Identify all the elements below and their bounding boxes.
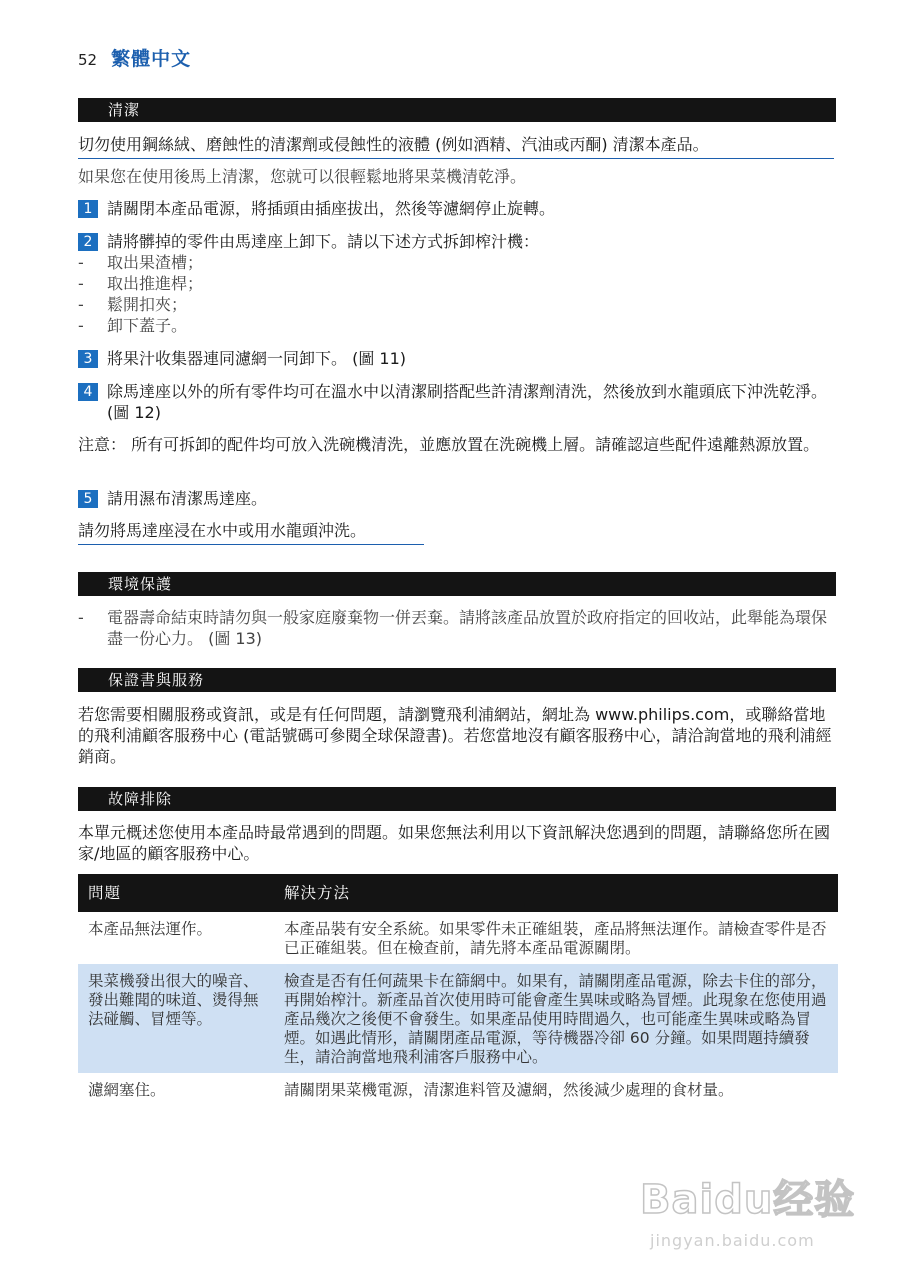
cleaning-intro: 如果您在使用後馬上清潔，您就可以很輕鬆地將果菜機清乾淨。	[78, 167, 527, 186]
column-header-problem: 問題	[78, 874, 274, 912]
solution-cell: 本產品裝有安全系統。如果零件未正確組裝，產品將無法運作。請檢查零件是否已正確組裝。但在檢查前，請先將本產品電源關閉。	[284, 920, 827, 957]
step-text: 除馬達座以外的所有零件均可在溫水中以清潔刷搭配些許清潔劑清洗，然後放到水龍頭底下沖洗乾淨。 (圖 12)	[107, 382, 828, 422]
warranty-text: 若您需要相關服務或資訊，或是有任何問題，請瀏覽飛利浦網站，網址為 www.philips.com，或聯絡當地的飛利浦顧客服務中心 (電話號碼可參閱全球保證書)。若您當地沒有顧客服務中心，請洽詢當地的飛利浦經銷商。	[78, 705, 832, 766]
watermark-brand: Baidu经验	[640, 1177, 856, 1223]
problem-cell: 濾網塞住。	[88, 1081, 166, 1099]
step-number-badge: 5	[78, 490, 98, 508]
step-text: 將果汁收集器連同濾網一同卸下。 (圖 11)	[107, 349, 407, 368]
section-bar-troubleshooting: 故障排除	[78, 787, 836, 811]
cleaning-step-3	[78, 348, 838, 369]
environment-item: - 電器壽命結束時請勿與一般家庭廢棄物一併丟棄。請將該產品放置於政府指定的回收站，此舉能為環保盡一份心力。 (圖 13)	[78, 608, 828, 648]
table-row	[78, 912, 838, 964]
step-number-badge: 4	[78, 383, 98, 401]
cleaning-warning-2: 請勿將馬達座浸在水中或用水龍頭沖洗。	[78, 520, 424, 545]
baidu-watermark	[640, 1168, 860, 1268]
watermark-url: jingyan.baidu.com	[650, 1231, 815, 1250]
problem-cell: 果菜機發出很大的噪音、發出難聞的味道、燙得無法碰觸、冒煙等。	[78, 964, 274, 1073]
substep-item: - 取出推進桿；	[78, 274, 204, 293]
page-number: 52	[78, 51, 98, 69]
page-header	[78, 44, 191, 70]
step-text: 請將髒掉的零件由馬達座上卸下。請以下述方式拆卸榨汁機：	[107, 232, 540, 251]
language-label: 繁體中文	[111, 48, 192, 70]
cleaning-note: 注意： 所有可拆卸的配件均可放入洗碗機清洗，並應放置在洗碗機上層。請確認這些配件遠離熱源放置。	[78, 435, 820, 454]
section-bar-cleaning: 清潔	[78, 98, 836, 122]
section-bar-warranty: 保證書與服務	[78, 668, 836, 692]
substep-item: - 取出果渣槽；	[78, 253, 204, 272]
problem-cell: 本產品無法運作。	[88, 920, 213, 938]
step-number-badge: 2	[78, 233, 98, 251]
cleaning-step-4	[78, 381, 838, 423]
column-header-solution: 解決方法	[274, 874, 838, 912]
cleaning-step-1	[78, 198, 838, 219]
solution-cell: 請關閉果菜機電源，清潔進料管及濾網，然後減少處理的食材量。	[284, 1081, 734, 1099]
troubleshooting-table	[78, 874, 838, 1106]
substep-item: - 鬆開扣夾；	[78, 295, 188, 314]
solution-cell: 檢查是否有任何蔬果卡在篩網中。如果有，請關閉產品電源，除去卡住的部分，再開始榨汁。新產品首次使用時可能會產生異味或略為冒煙。此現象在您使用過產品幾次之後便不會發生。如果產品使用時間過久，也可能產生異味或略為冒煙。如遇此情形，請關閉產品電源，等待機器冷卻 60 分鐘。如果問題持續發生，請洽詢當地飛利浦客戶服務中心。	[274, 964, 838, 1073]
troubleshooting-intro: 本單元概述您使用本產品時最常遇到的問題。如果您無法利用以下資訊解決您遇到的問題，請聯絡您所在國家/地區的顧客服務中心。	[78, 823, 831, 863]
substep-item: - 卸下蓋子。	[78, 316, 188, 335]
step-text: 請用濕布清潔馬達座。	[107, 489, 268, 508]
table-row	[78, 964, 838, 1073]
step-number-badge: 1	[78, 200, 98, 218]
table-row	[78, 1073, 838, 1106]
cleaning-warning: 切勿使用鋼絲絨、磨蝕性的清潔劑或侵蝕性的液體 (例如酒精、汽油或丙酮) 清潔本產品。	[78, 134, 834, 159]
step-number-badge: 3	[78, 350, 98, 368]
table-header-row	[78, 874, 838, 912]
cleaning-step-5	[78, 488, 838, 509]
step-text: 請關閉本產品電源，將插頭由插座拔出，然後等濾網停止旋轉。	[107, 199, 556, 218]
cleaning-step-2	[78, 231, 838, 252]
section-bar-environment: 環境保護	[78, 572, 836, 596]
